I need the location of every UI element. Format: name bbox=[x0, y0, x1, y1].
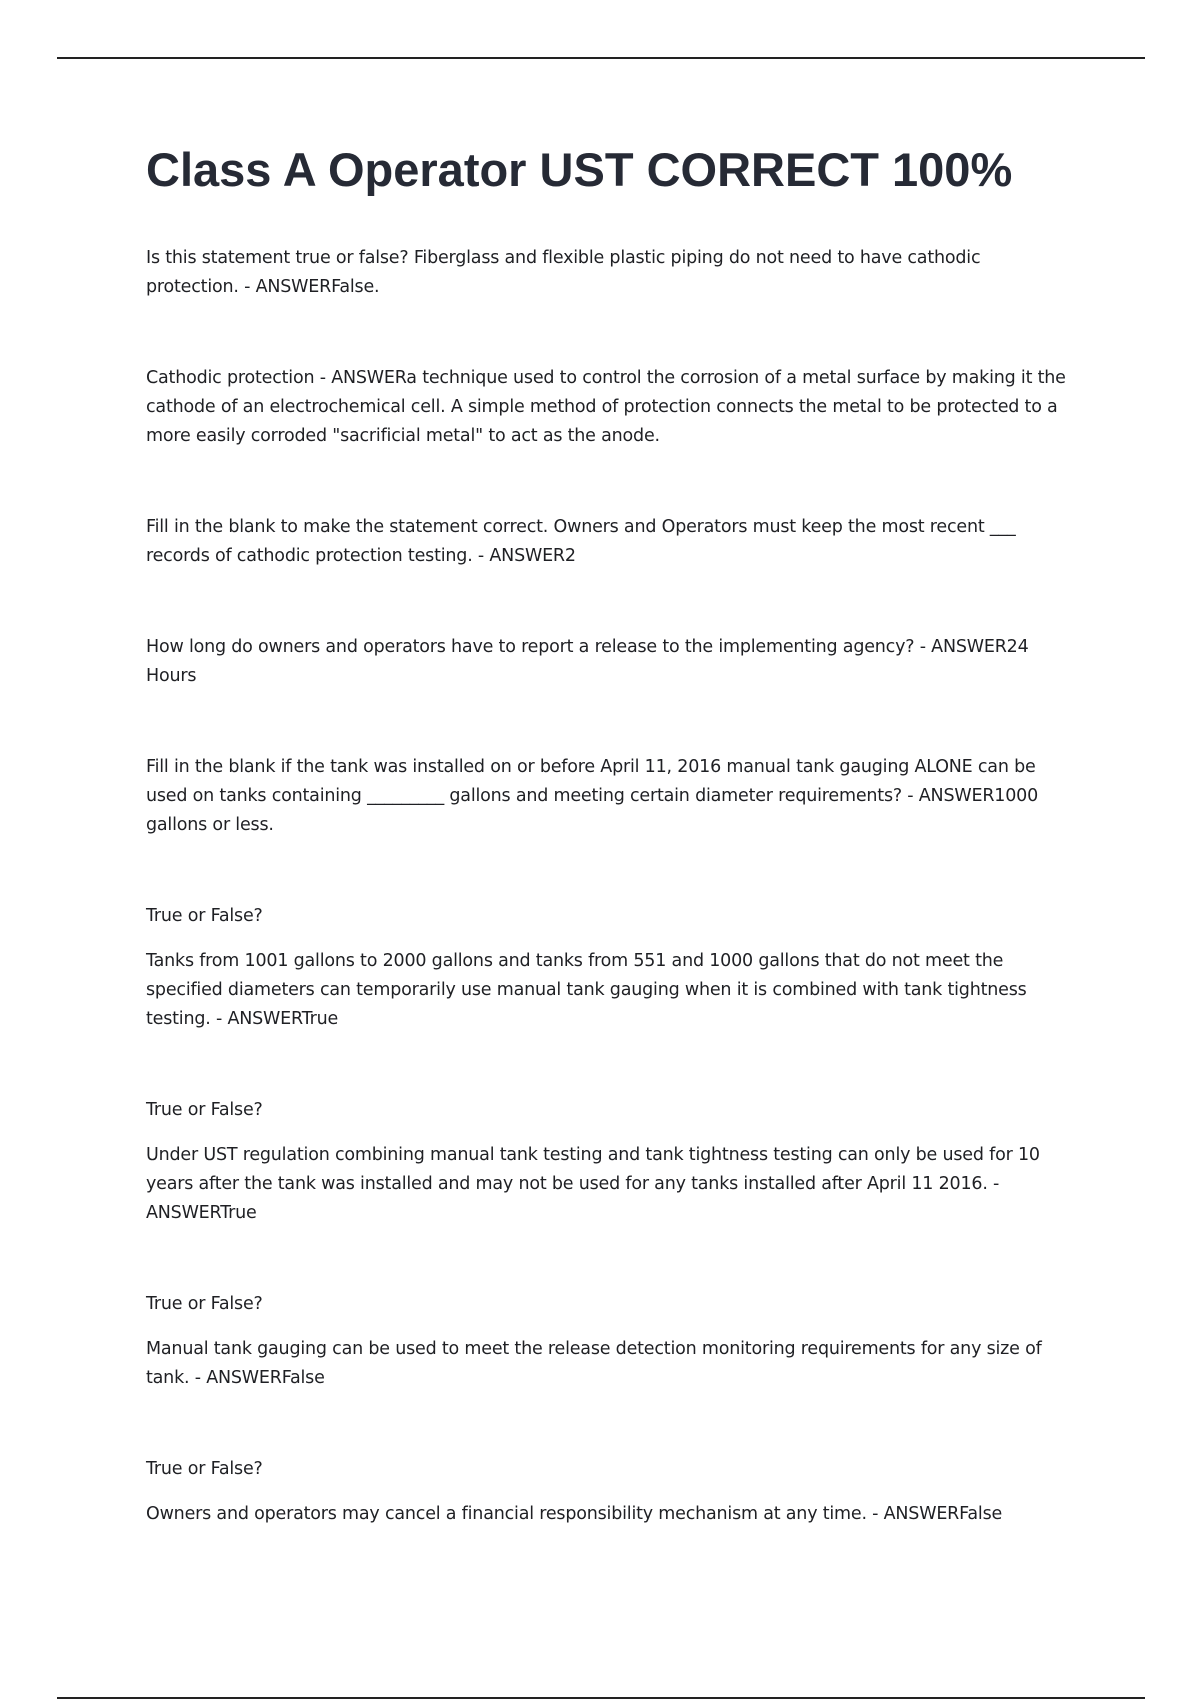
qa-item bbox=[146, 1290, 1066, 1393]
qa-text: Tanks from 1001 gallons to 2000 gallons and tanks from 551 and 1000 gallons that do not meet the specified diameters can temporarily use manual tank gauging when it is combined with tank tightness testing. - ANSWERTrue bbox=[146, 951, 1027, 1029]
qa-prompt: True or False? bbox=[146, 1459, 263, 1479]
qa-text: Under UST regulation combining manual tank testing and tank tightness testing can only be used for 10 years after the tank was installed and may not be used for any tanks installed after April 11 2016. - ANSWERTrue bbox=[146, 1145, 1040, 1223]
qa-item bbox=[146, 513, 1066, 571]
qa-text: Owners and operators may cancel a financial responsibility mechanism at any time. - ANSWERFalse bbox=[146, 1504, 1003, 1524]
qa-item bbox=[146, 1455, 1066, 1529]
qa-prompt: True or False? bbox=[146, 906, 263, 926]
page-title: Class A Operator UST CORRECT 100% bbox=[146, 143, 1013, 196]
qa-item bbox=[146, 1096, 1066, 1228]
qa-text: Fill in the blank if the tank was installed on or before April 11, 2016 manual tank gauging ALONE can be used on tanks containing _________ gallons and meeting certain diameter requirements? - ANSWER1000 gallons or less. bbox=[146, 757, 1039, 835]
qa-text: Manual tank gauging can be used to meet the release detection monitoring requirements for any size of tank. - ANSWERFalse bbox=[146, 1339, 1042, 1388]
top-divider bbox=[57, 57, 1145, 59]
qa-text: Fill in the blank to make the statement correct. Owners and Operators must keep the most recent ___ records of cathodic protection testing. - ANSWER2 bbox=[146, 517, 1016, 566]
qa-prompt: True or False? bbox=[146, 1100, 263, 1120]
qa-item bbox=[146, 633, 1066, 691]
qa-item bbox=[146, 753, 1066, 840]
bottom-divider bbox=[57, 1697, 1145, 1699]
qa-prompt: True or False? bbox=[146, 1294, 263, 1314]
qa-text: Cathodic protection - ANSWERa technique used to control the corrosion of a metal surface by making it the cathode of an electrochemical cell. A simple method of protection connects the metal to be protected to a more easily corroded "sacrificial metal" to act as the anode. bbox=[146, 368, 1066, 446]
qa-list bbox=[146, 244, 1066, 1529]
qa-item bbox=[146, 364, 1066, 451]
qa-text: Is this statement true or false? Fiberglass and flexible plastic piping do not need to have cathodic protection. - ANSWERFalse. bbox=[146, 248, 981, 297]
qa-text: How long do owners and operators have to report a release to the implementing agency? - ANSWER24 Hours bbox=[146, 637, 1029, 686]
qa-item bbox=[146, 902, 1066, 1034]
qa-item bbox=[146, 244, 1066, 302]
